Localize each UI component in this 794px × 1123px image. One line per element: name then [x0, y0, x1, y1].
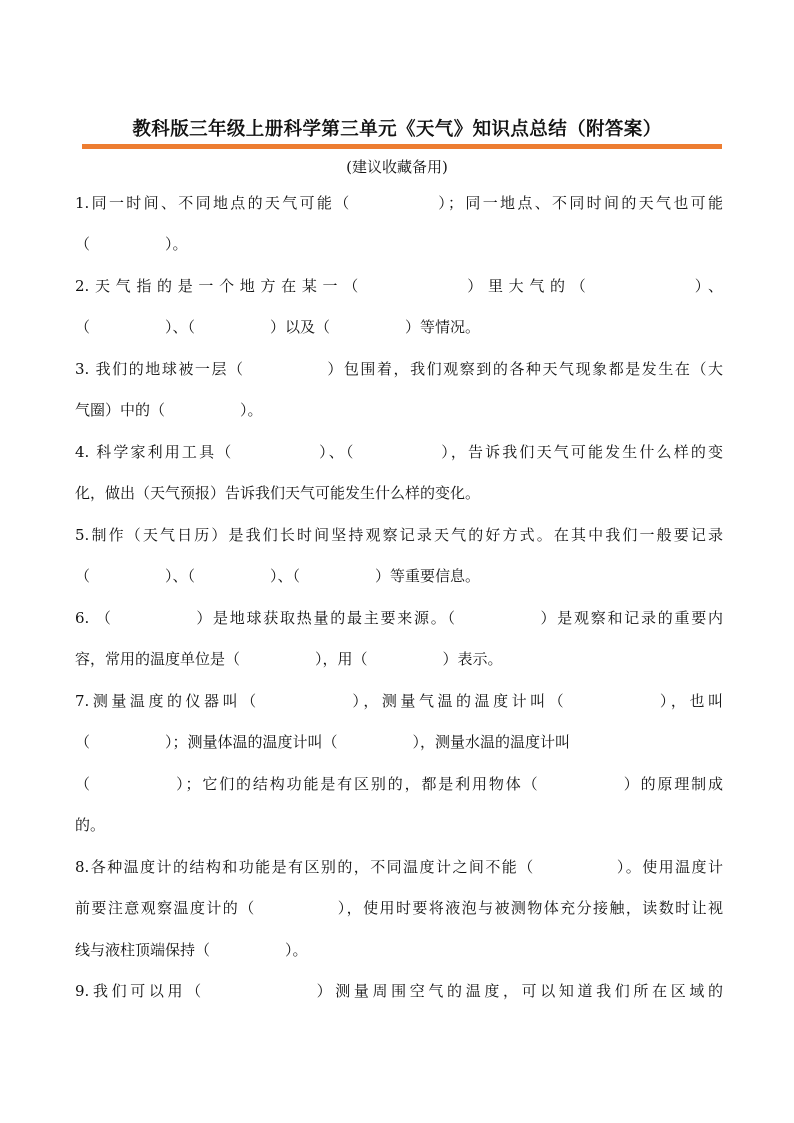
page-title: 教科版三年级上册科学第三单元《天气》知识点总结（附答案） [132, 119, 662, 140]
text-line: 的。 [75, 816, 106, 834]
text-line: 化，做出（天气预报）告诉我们天气可能发生什么样的变化。 [75, 484, 481, 502]
page-subtitle: (建议收藏备用) [346, 158, 448, 176]
text-line: 气圈）中的（ ）。 [75, 401, 263, 419]
text-line: （ ）、（ ）、（ ）等重要信息。 [75, 567, 481, 585]
text-line: 8.各种温度计的结构和功能是有区别的，不同温度计之间不能（ ）。使用温度计 [75, 858, 723, 876]
text-line: （ ）。 [75, 235, 188, 253]
text-line: 5.制作（天气日历）是我们长时间坚持观察记录天气的好方式。在其中我们一般要记录 [75, 526, 723, 544]
text-line: 1.同一时间、不同地点的天气可能（ ）；同一地点、不同时间的天气也可能 [75, 194, 723, 212]
text-line: 前要注意观察温度计的（ ），使用时要将液泡与被测物体充分接触，读数时让视 [75, 899, 723, 917]
text-line: 2.天气指的是一个地方在某一（ ）里大气的（ ）、 [75, 277, 723, 295]
text-line: （ ）；它们的结构功能是有区别的，都是利用物体（ ）的原理制成 [75, 775, 723, 793]
text-line: 6. （ ）是地球获取热量的最主要来源。（ ）是观察和记录的重要内 [75, 609, 723, 627]
text-line: 4. 科学家利用工具（ ）、（ ），告诉我们天气可能发生什么样的变 [75, 443, 723, 461]
text-line: 线与液柱顶端保持（ ）。 [75, 941, 308, 959]
text-line: 3. 我们的地球被一层（ ）包围着，我们观察到的各种天气现象都是发生在（大 [75, 360, 723, 378]
text-line: 7.测量温度的仪器叫（ ），测量气温的温度计叫（ ），也叫 [75, 692, 723, 710]
text-line: 容，常用的温度单位是（ ），用（ ）表示。 [75, 650, 503, 668]
text-line: 9.我们可以用（ ）测量周围空气的温度，可以知道我们所在区域的 [75, 982, 723, 1000]
title-underline [82, 144, 722, 149]
text-line: （ ）；测量体温的温度计叫（ ），测量水温的温度计叫 [75, 733, 571, 751]
text-line: （ ）、（ ）以及（ ）等情况。 [75, 318, 481, 336]
